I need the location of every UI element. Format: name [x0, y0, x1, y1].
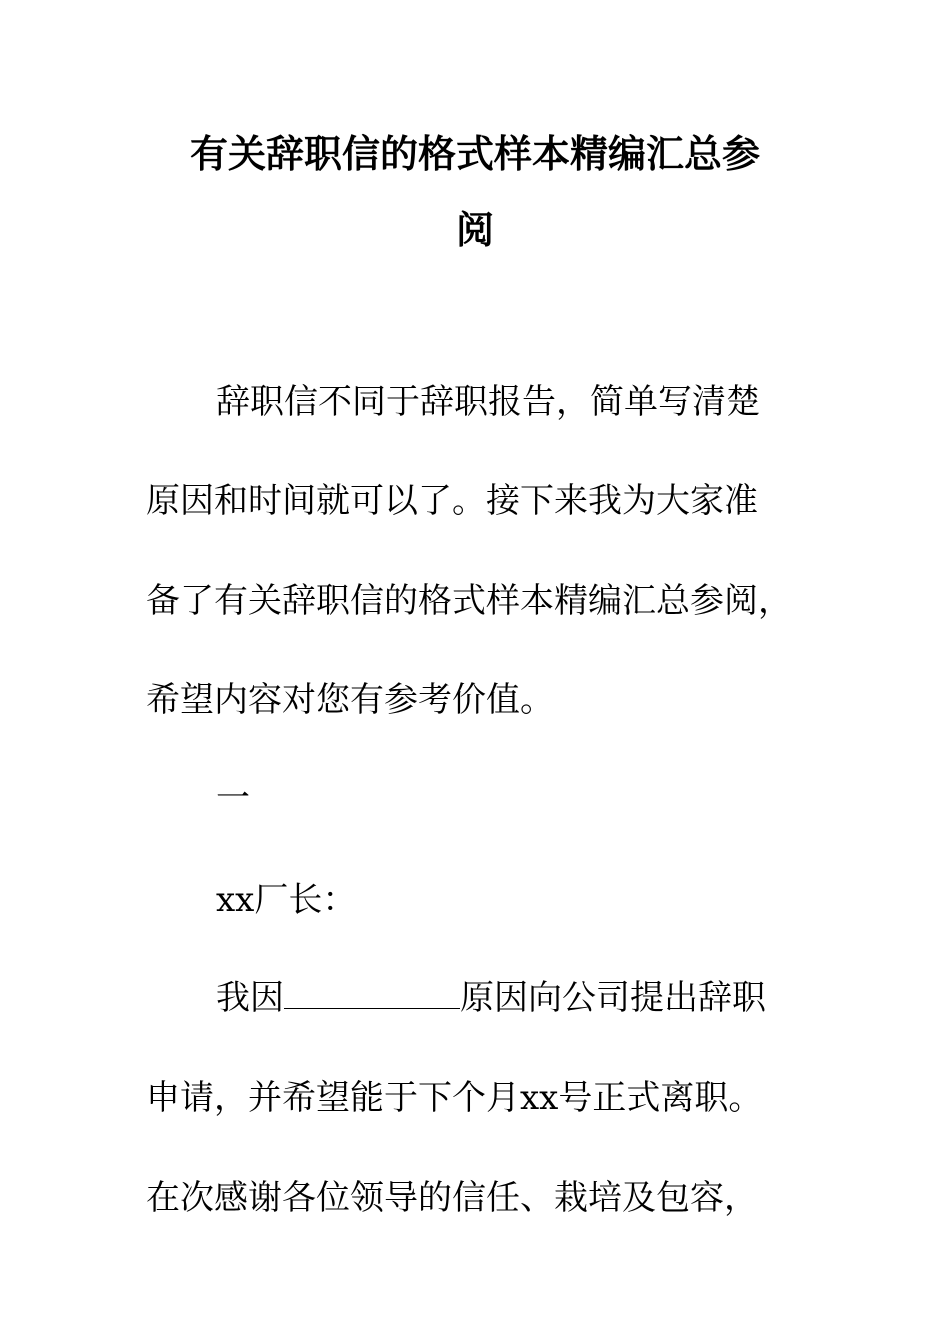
- document-title-line-2: 阅: [455, 207, 494, 252]
- salutation: xx厂长：: [216, 880, 357, 920]
- intro-line-1: 辞职信不同于辞职报告，简单写清楚: [216, 382, 760, 422]
- intro-line-2: 原因和时间就可以了。接下来我为大家准: [146, 481, 758, 521]
- body-line-1: [216, 978, 766, 1018]
- body-line-1-before: 我因: [216, 978, 284, 1018]
- body-line-3: 在次感谢各位领导的信任、栽培及包容，: [146, 1178, 758, 1218]
- section-marker: 一: [216, 778, 250, 818]
- document-title-line-1: 有关辞职信的格式样本精编汇总参: [189, 131, 760, 176]
- blank-underline: [284, 978, 460, 1009]
- intro-line-3: 备了有关辞职信的格式样本精编汇总参阅，: [146, 581, 792, 621]
- body-line-1-after: 原因向公司提出辞职: [460, 978, 766, 1018]
- body-line-2: 申请，并希望能于下个月xx号正式离职。: [146, 1078, 763, 1118]
- intro-line-4: 希望内容对您有参考价值。: [146, 680, 554, 720]
